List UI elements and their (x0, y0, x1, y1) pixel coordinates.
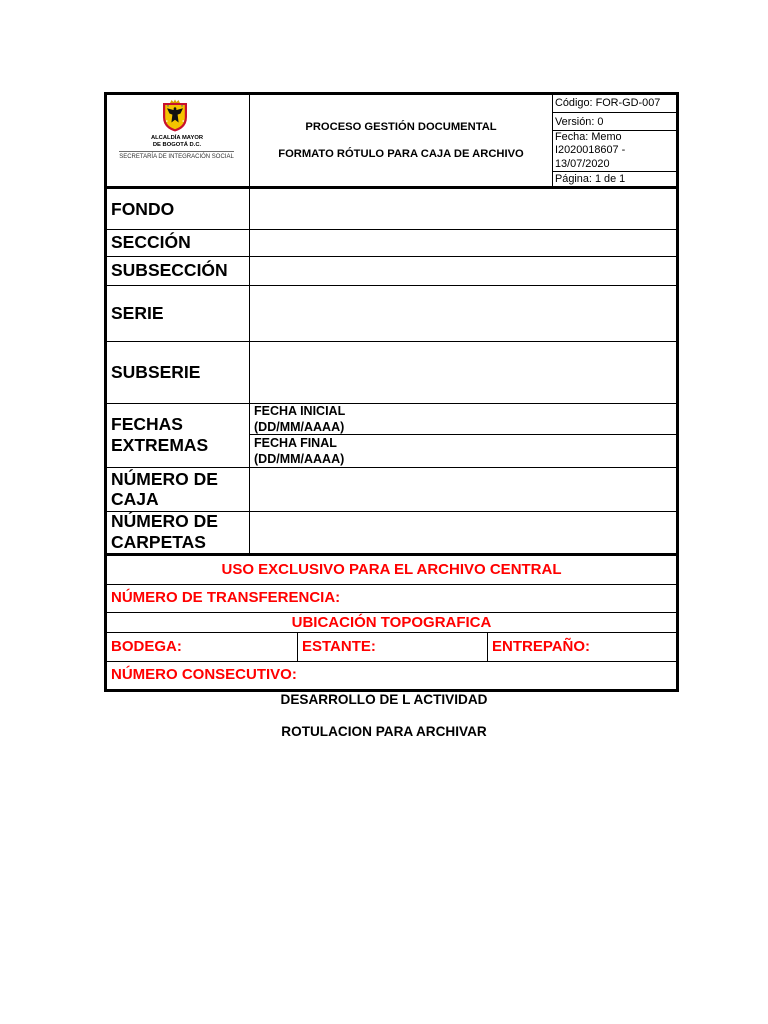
fecha-line: I2020018607 - (555, 144, 626, 156)
entrepano-cell (488, 632, 676, 661)
logo-org-line-2: DE BOGOTÁ D.C. (152, 141, 202, 148)
estante-cell (298, 632, 487, 661)
subserie-label-text: SUBSERIE (111, 361, 201, 382)
logo-department: SECRETARÍA DE INTEGRACIÓN SOCIAL (119, 154, 234, 160)
fecha-inicial-cell (250, 403, 676, 434)
numero-caja-line: CAJA (111, 489, 159, 509)
ubicacion-topografica-row (107, 612, 676, 633)
numero-caja-line: NÚMERO DE (111, 469, 218, 489)
logo-block (107, 95, 249, 186)
seccion-label-text: SECCIÓN (111, 232, 191, 252)
subseccion-label-text: SUBSECCIÓN (111, 260, 228, 280)
bogota-coat-of-arms-icon (160, 99, 190, 132)
logo-divider (119, 151, 234, 152)
seccion-label (107, 229, 249, 256)
fecha-final-cell (250, 435, 676, 467)
seccion-value (250, 229, 676, 256)
fecha-inicial-label: FECHA INICIAL (254, 403, 346, 418)
numero-carpetas-line: CARPETAS (111, 532, 206, 552)
version-text: Versión: 0 (555, 116, 604, 128)
fecha-line: 13/07/2020 (555, 157, 610, 170)
fecha-inicial-format: (DD/MM/AAAA) (254, 419, 345, 434)
numero-consecutivo-row (107, 661, 676, 689)
subseccion-label (107, 256, 249, 285)
process-title: PROCESO GESTIÓN DOCUMENTAL (305, 121, 497, 133)
numero-carpetas-label (107, 511, 249, 553)
fondo-value (250, 189, 676, 229)
activity-text: ROTULACION PARA ARCHIVAR (281, 724, 487, 739)
numero-caja-value (250, 467, 676, 511)
header-title-cell (250, 95, 552, 186)
numero-transferencia-row (107, 584, 676, 612)
fechas-extremas-line: FECHAS (111, 414, 183, 434)
bodega-label: BODEGA: (111, 637, 182, 655)
codigo-text: Código: FOR-GD-007 (555, 97, 661, 109)
bodega-cell (107, 632, 297, 661)
fecha-final-label: FECHA FINAL (254, 436, 337, 450)
meta-divider (553, 112, 676, 113)
fondo-label-text: FONDO (111, 198, 175, 219)
numero-caja-label (107, 467, 249, 511)
subserie-value (250, 341, 676, 403)
serie-value (250, 285, 676, 341)
fecha-text (555, 131, 675, 172)
entrepano-label: ENTREPAÑO: (492, 637, 591, 655)
header-meta-divider (552, 95, 553, 186)
archivo-central-title-text: USO EXCLUSIVO PARA EL ARCHIVO CENTRAL (221, 561, 562, 578)
activity-heading: DESARROLLO DE L ACTIVIDAD (280, 692, 488, 707)
logo-org-line-1: ALCALDÍA MAYOR (150, 135, 204, 141)
fechas-extremas-line: EXTREMAS (111, 435, 209, 455)
fecha-line: Fecha: Memo (555, 130, 622, 143)
format-title: FORMATO RÓTULO PARA CAJA DE ARCHIVO (278, 148, 524, 160)
serie-label-text: SERIE (111, 302, 164, 323)
pagina-text: Página: 1 de 1 (555, 172, 626, 185)
numero-consecutivo-label: NÚMERO CONSECUTIVO: (111, 666, 297, 683)
numero-carpetas-value (250, 511, 676, 553)
subseccion-value (250, 256, 676, 285)
subserie-label (107, 341, 249, 403)
header-meta-cell (553, 95, 676, 186)
fechas-extremas-label (107, 403, 249, 467)
estante-label: ESTANTE: (302, 637, 376, 655)
serie-label (107, 285, 249, 341)
archivo-central-title (107, 556, 676, 584)
fondo-label (107, 189, 249, 229)
fecha-final-format: (DD/MM/AAAA) (254, 452, 345, 466)
numero-transferencia-label: NÚMERO DE TRANSFERENCIA: (111, 589, 341, 606)
numero-carpetas-line: NÚMERO DE (111, 511, 218, 531)
ubicacion-topografica-label: UBICACIÓN TOPOGRAFICA (291, 613, 492, 631)
